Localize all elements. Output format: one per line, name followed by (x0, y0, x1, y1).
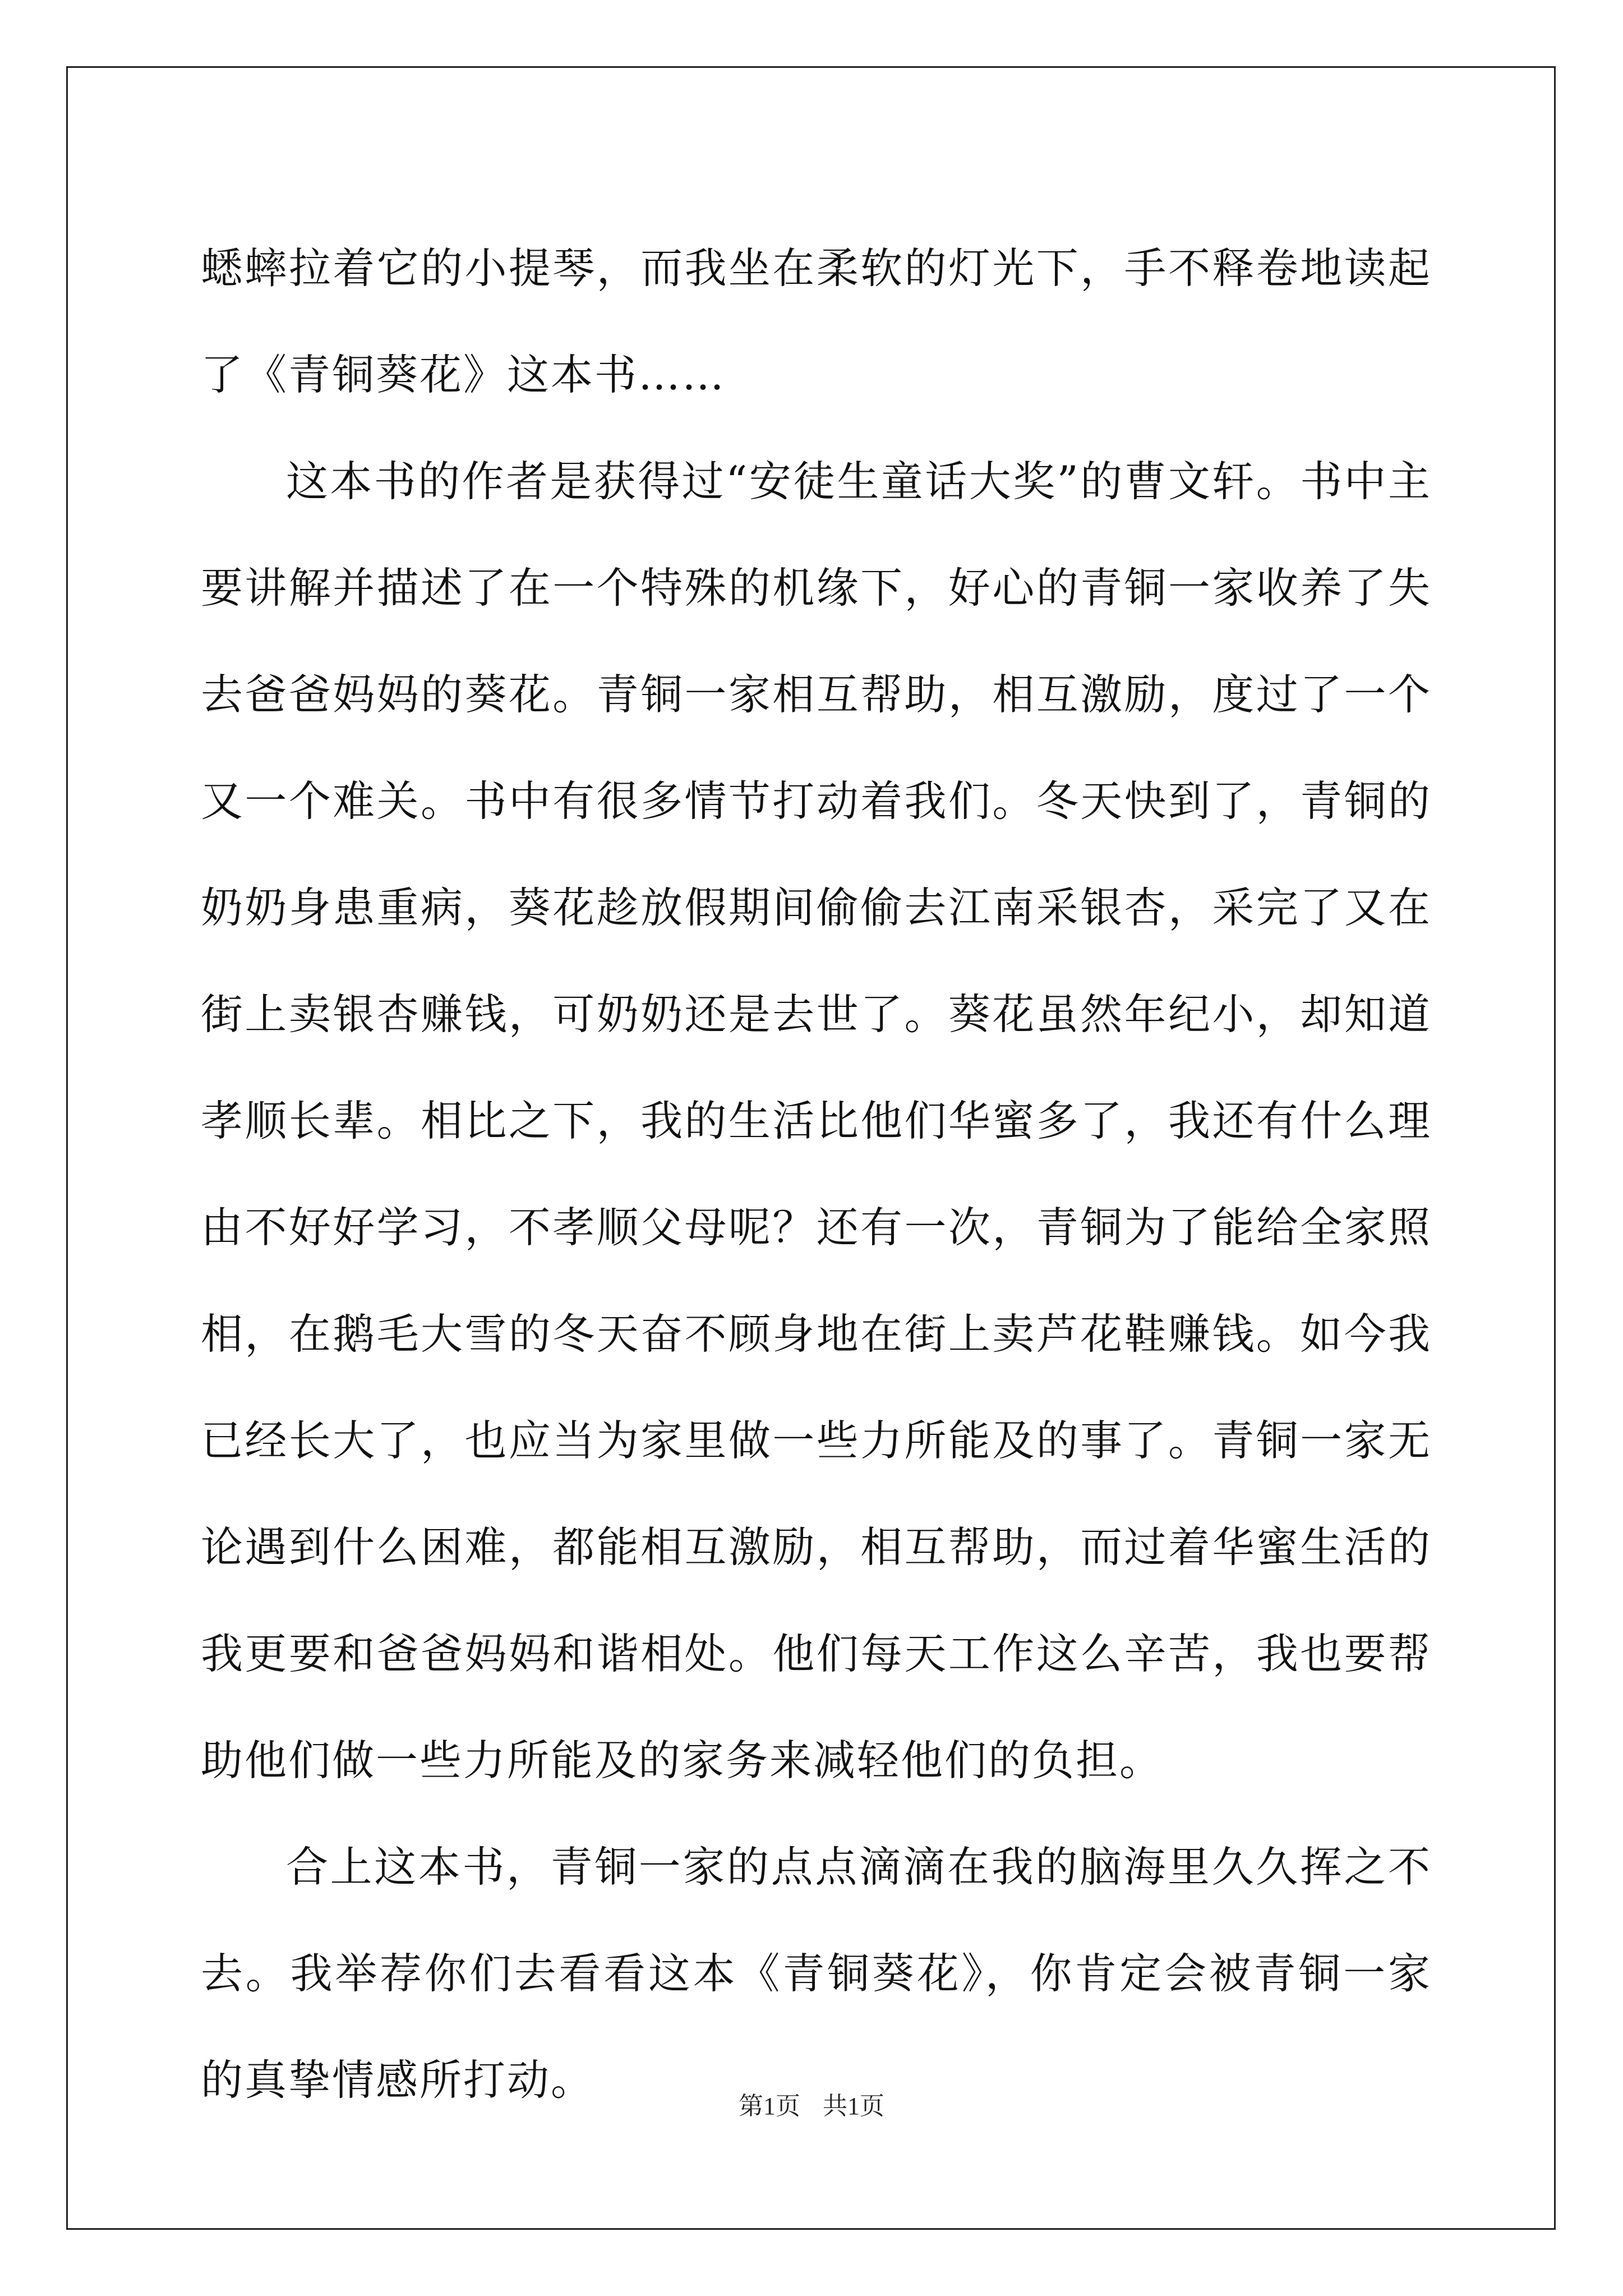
page-number: 第1页 (739, 2092, 800, 2120)
page-footer (0, 2090, 1623, 2123)
document-body (201, 215, 1432, 2133)
paragraph-1: 蟋蟀拉着它的小提琴，而我坐在柔软的灯光下，手不释卷地读起了《青铜葵花》这本书…… (201, 243, 1432, 399)
paragraph-2: 这本书的作者是获得过“安徒生童话大奖”的曹文轩。书中主要讲解并描述了在一个特殊的机缘下，好心的青铜一家收养了失去爸爸妈妈的葵花。青铜一家相互帮助，相互激励，度过了一个又一个难关。书中有很多情节打动着我们。冬天快到了，青铜的奶奶身患重病，葵花趁放假期间偷偷去江南采银杏，采完了又在街上卖银杏赚钱，可奶奶还是去世了。葵花虽然年纪小，却知道孝顺长辈。相比之下，我的生活比他们华蜜多了，我还有什么理由不好好学习，不孝顺父母呢？还有一次，青铜为了能给全家照相，在鹅毛大雪的冬天奋不顾身地在街上卖芦花鞋赚钱。如今我已经长大了，也应当为家里做一些力所能及的事了。青铜一家无论遇到什么困难，都能相互激励，相互帮助，而过着华蜜生活的我更要和爸爸妈妈和谐相处。他们每天工作这么辛苦，我也要帮助他们做一些力所能及的家务来减轻他们的负担。 (201, 457, 1432, 1785)
paragraph-3: 合上这本书，青铜一家的点点滴滴在我的脑海里久久挥之不去。我举荐你们去看看这本《青铜葵花》，你肯定会被青铜一家的真挚情感所打动。 (201, 1842, 1432, 2105)
page-total: 共1页 (823, 2092, 884, 2120)
